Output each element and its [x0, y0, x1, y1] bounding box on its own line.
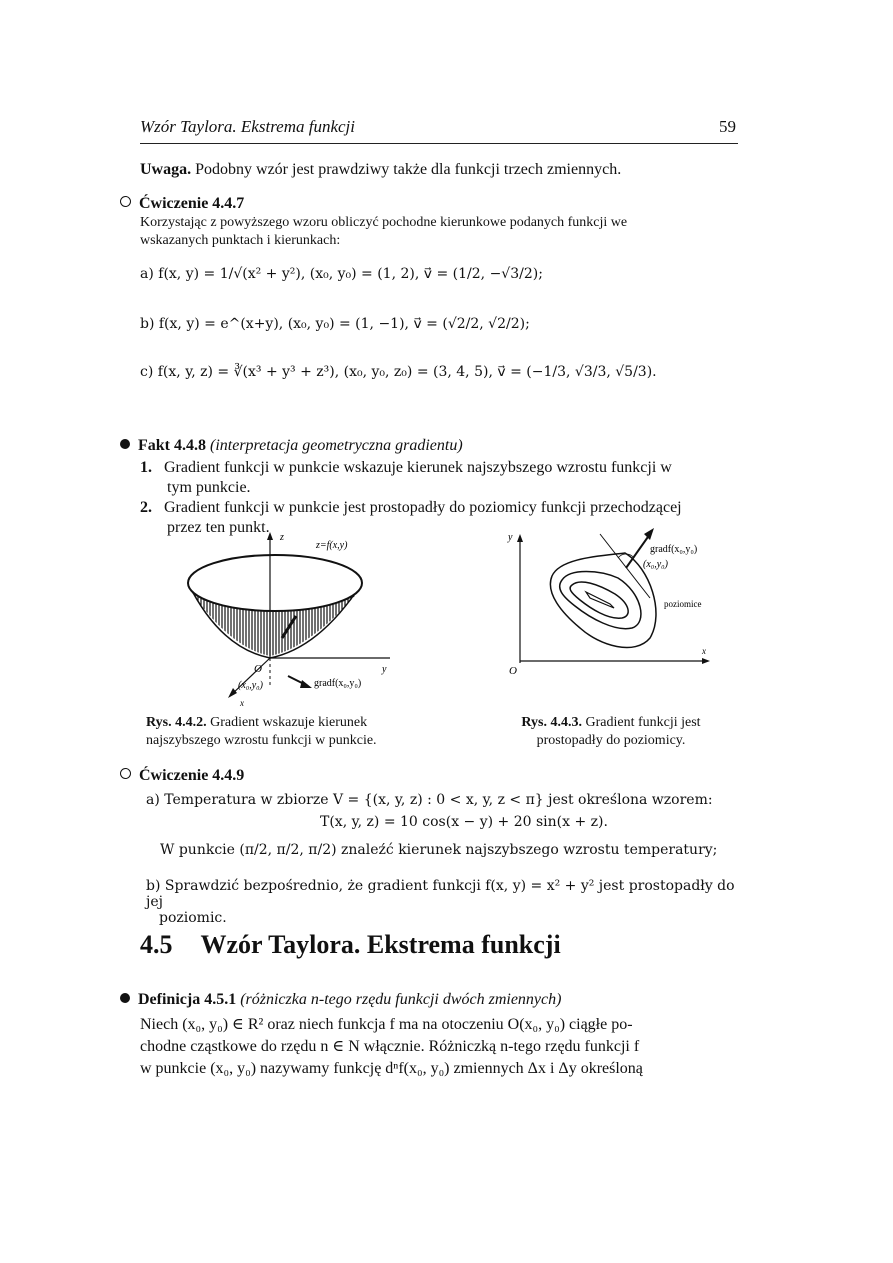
exercise-449-a-line1: a) Temperatura w zbiorze V = {(x, y, z) : 0 < x, y, z < π} jest określona wzorem: [146, 792, 713, 808]
hollow-bullet-icon [120, 768, 131, 779]
section-number: 4.5 [140, 930, 173, 959]
fact-448-item-text-cont: przez ten punkt. [167, 519, 270, 536]
fact-448-item-text-cont: tym punkcie. [167, 479, 251, 496]
fact-448-item-text: Gradient funkcji w punkcie jest prostopadły do poziomicy funkcji przechodzącej [164, 499, 682, 516]
caption-line1: Gradient wskazuje kierunek [210, 715, 368, 730]
remark-text: Podobny wzór jest prawdziwy także dla funkcji trzech zmiennych. [195, 161, 622, 178]
definition-451-heading [120, 990, 561, 1010]
remark [140, 160, 740, 180]
axis-x-label: x [702, 646, 706, 656]
grad-label: gradf(x₀,y₀) [650, 544, 698, 555]
axis-x-label: x [240, 698, 244, 708]
paraboloid-figure [170, 528, 420, 708]
axis-z-label: z [280, 532, 284, 543]
fact-448-item-num: 1. [140, 459, 152, 476]
levels-label: poziomice [664, 599, 702, 609]
page-number: 59 [719, 117, 736, 136]
caption-line2: najszybszego wzrostu funkcji w punkcie. [146, 733, 377, 748]
definition-line3: w punkcie (x₀, y₀) nazywamy funkcję dⁿf(x₀, y₀) zmiennych Δx i Δy określoną [140, 1060, 643, 1077]
filled-bullet-icon [120, 993, 130, 1003]
exercise-449-heading [120, 766, 244, 786]
exercise-447-label: Ćwiczenie 4.4.7 [139, 195, 245, 212]
fact-448-subtitle: (interpretacja geometryczna gradientu) [210, 437, 463, 454]
exercise-449-a-line2: W punkcie (π/2, π/2, π/2) znaleźć kierunek najszybszego wzrostu temperatury; [160, 842, 718, 858]
axis-y-label: y [382, 664, 387, 675]
caption-line1: Gradient funkcji jest [585, 715, 701, 730]
fact-448-item-1 [140, 458, 740, 498]
header-rule [140, 143, 738, 144]
y-axis-arrow-icon [517, 534, 523, 542]
definition-451-label: Definicja 4.5.1 [138, 991, 237, 1008]
axis-y-label: y [508, 532, 513, 543]
exercise-449-a-formula: T(x, y, z) = 10 cos(x − y) + 20 sin(x + z). [320, 814, 608, 830]
exercise-447-heading [120, 194, 244, 214]
exercise-447-intro [140, 214, 750, 250]
running-title: Wzór Taylora. Ekstrema funkcji [140, 117, 356, 136]
definition-line1: Niech (x₀, y₀) ∈ R² oraz niech funkcja f ma na otoczeniu O(x₀, y₀) ciągłe po- [140, 1016, 633, 1033]
z-axis-arrow-icon [267, 532, 273, 540]
figure-left-caption [146, 714, 436, 750]
exercise-449-label: Ćwiczenie 4.4.9 [139, 767, 245, 784]
fact-448-item-text: Gradient funkcji w punkcie wskazuje kierunek najszybszego wzrostu funkcji w [164, 459, 672, 476]
origin-label: O [254, 663, 262, 675]
gradient-arrow-icon [300, 680, 312, 688]
surface-label: z=f(x,y) [316, 540, 348, 551]
exercise-447-b: b) f(x, y) = e^(x+y), (x₀, y₀) = (1, −1), v⃗ = (√2/2, √2/2); [140, 316, 530, 332]
level-curve-core [586, 592, 614, 608]
level-curve-inner [570, 582, 628, 618]
definition-451-body [140, 1014, 740, 1080]
section-title: Wzór Taylora. Ekstrema funkcji [200, 930, 561, 959]
definition-451-subtitle: (różniczka n-tego rzędu funkcji dwóch zmiennych) [240, 991, 562, 1008]
exercise-449-b-line2: poziomic. [159, 910, 227, 926]
running-header [140, 117, 736, 143]
point-label: (x₀,y₀) [643, 559, 668, 570]
section-heading [140, 930, 589, 960]
point-label: (x₀,y₀) [238, 680, 263, 691]
caption-line2: prostopadły do poziomicy. [536, 733, 686, 748]
definition-line2: chodne cząstkowe do rzędu n ∈ N włącznie. Różniczką n-tego rzędu funkcji f [140, 1038, 640, 1055]
level-curves-figure [500, 528, 740, 683]
remark-label: Uwaga. [140, 161, 192, 178]
fact-448-label: Fakt 4.4.8 [138, 437, 206, 454]
caption-label: Rys. 4.4.3. [521, 715, 582, 730]
exercise-449-b-line1: b) Sprawdzić bezpośrednio, że gradient funkcji f(x, y) = x² + y² jest prostopadły do jej [146, 878, 735, 910]
caption-label: Rys. 4.4.2. [146, 715, 207, 730]
exercise-449-b [146, 878, 746, 926]
figure-right-caption [486, 714, 736, 750]
exercise-447-intro-line1: Korzystając z powyższego wzoru obliczyć pochodne kierunkowe podanych funkcji we [140, 215, 628, 230]
x-axis-arrow-icon [702, 658, 710, 664]
paraboloid-rim [188, 555, 362, 611]
filled-bullet-icon [120, 439, 130, 449]
x-axis-arrow-icon [228, 688, 237, 698]
fact-448-heading [120, 436, 463, 456]
gradient-arrow-icon [644, 528, 654, 540]
hollow-bullet-icon [120, 196, 131, 207]
exercise-447-a: a) f(x, y) = 1/√(x² + y²), (x₀, y₀) = (1, 2), v⃗ = (1/2, −√3/2); [140, 266, 543, 282]
grad-label: gradf(x₀,y₀) [314, 678, 362, 689]
fact-448-item-num: 2. [140, 499, 152, 516]
exercise-447-intro-line2: wskazanych punktach i kierunkach: [140, 233, 341, 248]
origin-label: O [509, 665, 517, 677]
exercise-447-c: c) f(x, y, z) = ∛(x³ + y³ + z³), (x₀, y₀, z₀) = (3, 4, 5), v⃗ = (−1/3, √3/3, √5/3). [140, 364, 657, 380]
